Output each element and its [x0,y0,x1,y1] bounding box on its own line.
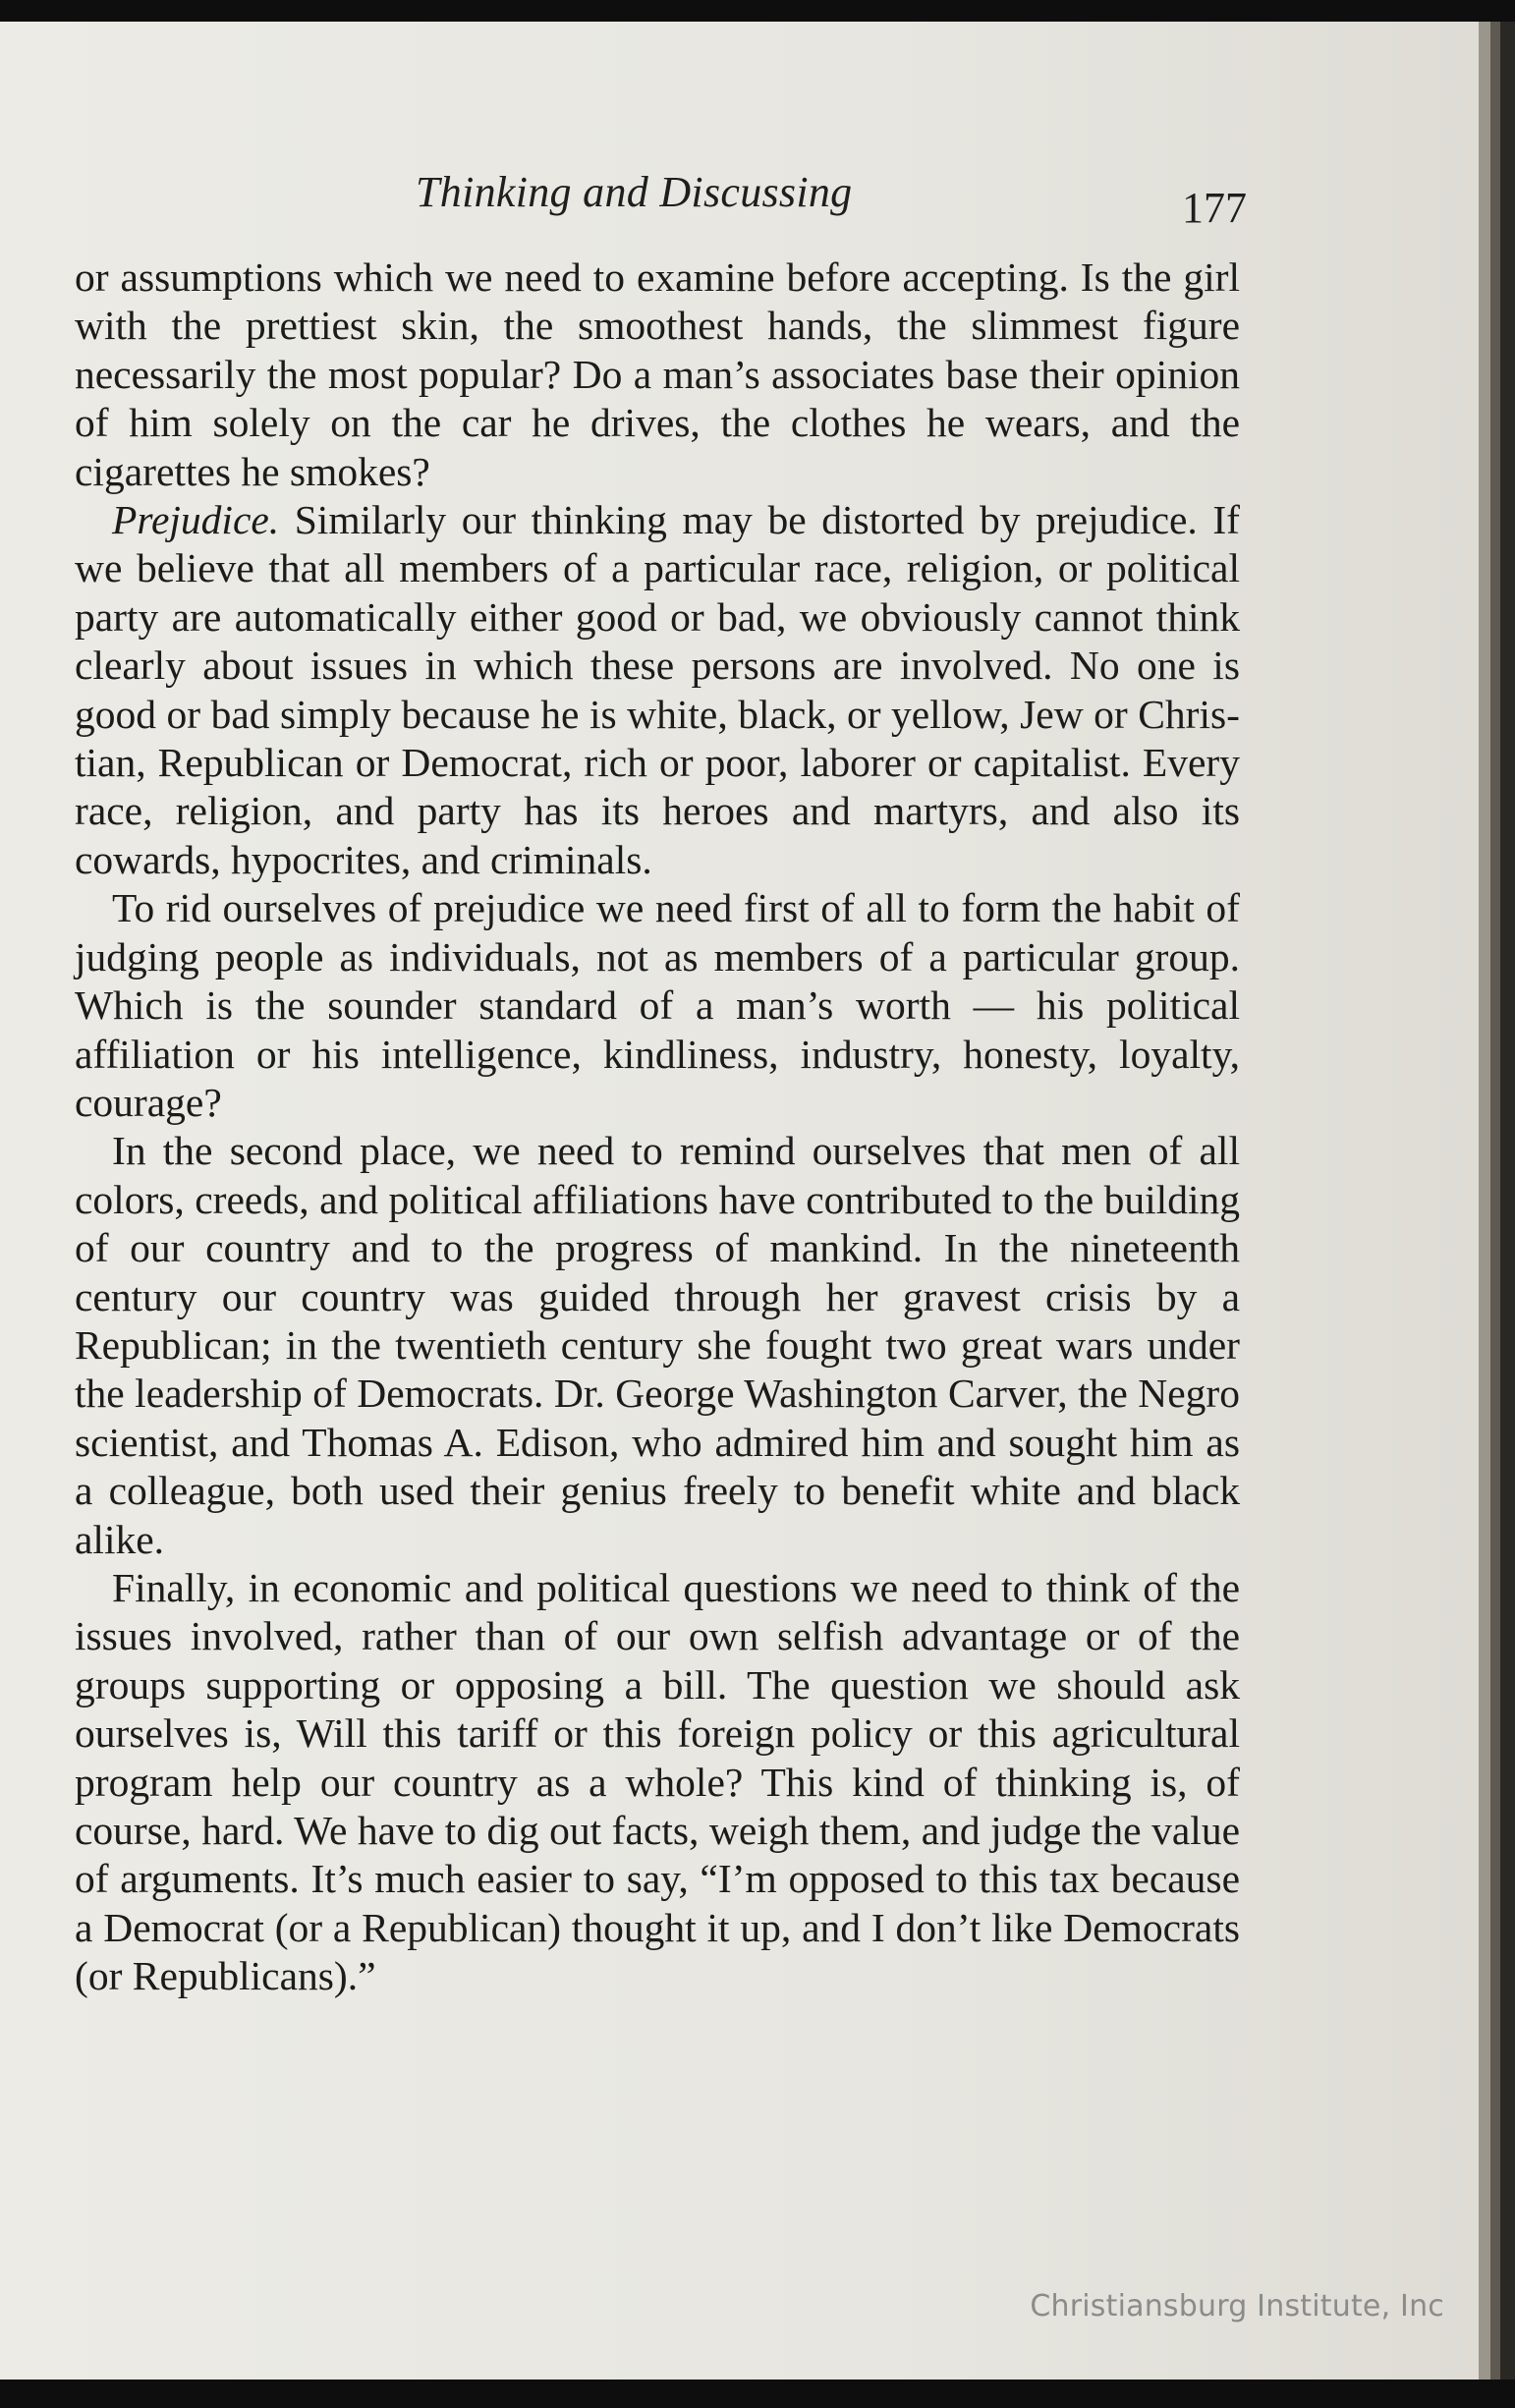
page-number: 177 [1182,184,1247,232]
body-text [75,253,1240,2001]
paragraph-5-text: Finally, in economic and political questions we need to think of the issues involved, rather than of our own selfish advantage or of the groups supporting or opposing a bill. The question we should ask ourselves is, Will this tariff or this foreign policy or this agricultural program help our country as a whole? This kind of thinking is, of course, hard. We have to dig out facts, weigh them, and judge the value of arguments. It’s much easier to say, “I’m opposed to this tax because a Democrat (or a Republican) thought it up, and I don’t like Democrats (or Republicans).” [75,1564,1240,1999]
paragraph-4 [75,1127,1240,1564]
paragraph-4-text: In the second place, we need to remind ourselves that men of all colors, creeds, and political affiliations have contributed to the building of our country and to the progress of mankind. In the nineteenth century our country was guided through her gravest crisis by a Republican; in the twentieth century she fought two great wars under the leadership of Democrats. Dr. George Washington Carver, the Negro scientist, and Thomas A. Edison, who admired him and sought him as a colleague, both used their genius freely to benefit white and black alike. [75,1128,1240,1562]
page-header [0,167,1258,232]
paragraph-3-text: To rid ourselves of prejudice we need first of all to form the habit of judging people as individuals, not as members of a particular group. Which is the sounder standard of a man’s worth — his political affiliation or his intelligence, kindliness, industry, honesty, loyalty, courage? [75,885,1240,1125]
paragraph-lead-prejudice: Prejudice. [112,497,280,543]
paragraph-5 [75,1564,1240,2001]
book-page [0,22,1479,2380]
paragraph-1 [75,253,1240,496]
paragraph-3 [75,884,1240,1127]
watermark: Christiansburg Institute, Inc [1030,2289,1444,2324]
paragraph-1-text: or assumptions which we need to examine before accepting. Is the girl with the prettiest skin, the smoothest hands, the slimmest figure necessarily the most popular? Do a man’s associates base their opinion of him solely on the car he drives, the clothes he wears, and the cigarettes he smokes? [75,254,1240,494]
paragraph-2-text: Similarly our thinking may be distorted by prejudice. If we believe that all members of a particular race, religion, or political party are automatically either good or bad, we obviously cannot think clearly about issues in which these persons are involved. No one is good or bad simply because he is white, black, or yellow, Jew or Christian, Republican or Democrat, rich or poor, laborer or capitalist. Every race, religion, and party has its heroes and martyrs, and also its cowards, hypocrites, and criminals. [75,497,1240,882]
paragraph-prejudice [75,496,1240,884]
book-spine-edge [1479,22,1515,2380]
scan-border-top [0,0,1515,22]
running-head: Thinking and Discussing [416,168,853,216]
scan-border-bottom [0,2380,1515,2408]
